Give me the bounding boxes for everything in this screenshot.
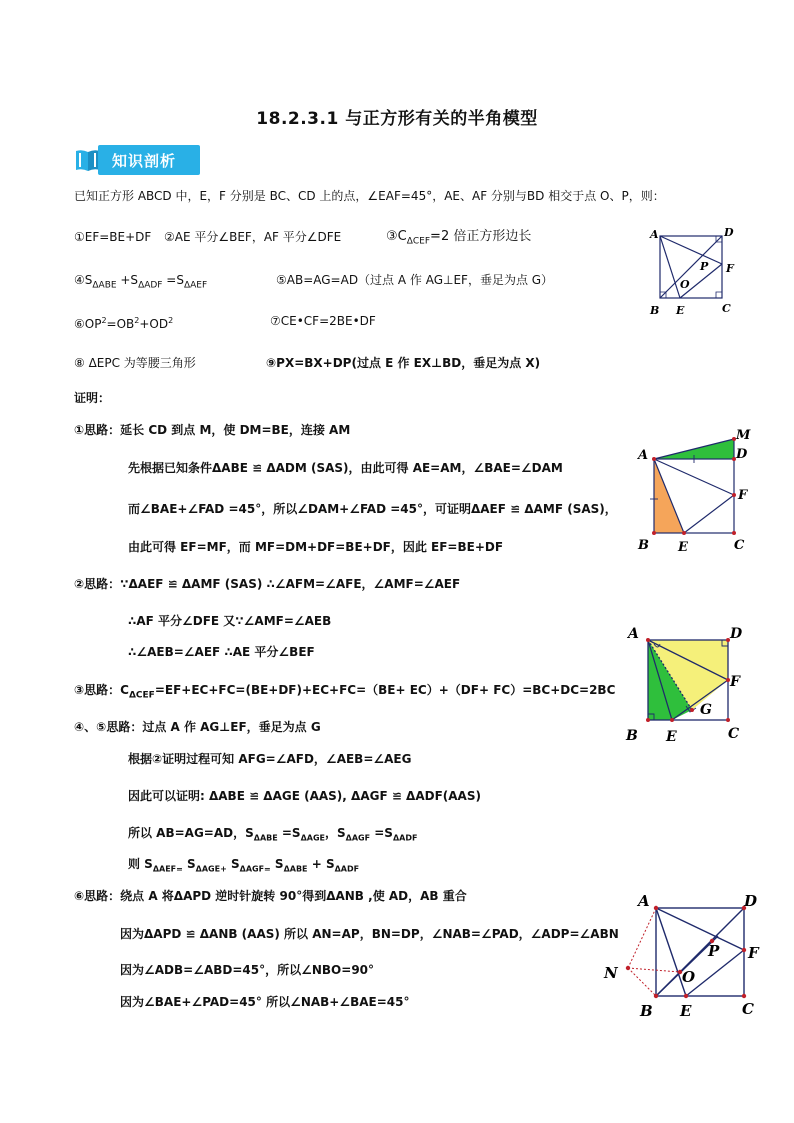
conclusion-7: ⑦CE•CF=2BE•DF (270, 314, 376, 328)
conclusion-4: $④S_{\Delta ABE} +S_{\Delta ADF} =S_{\Delta AEF}$ (74, 273, 208, 291)
fig3-label-F: F (730, 674, 740, 690)
fig4-label-N: N (604, 964, 618, 982)
fig4-label-O: O (682, 968, 696, 986)
section-banner (74, 145, 200, 175)
figure-3-perpendicular-diagram (620, 620, 760, 746)
proof-6-line-4: 因为∠BAE+∠PAD=45° 所以∠NAB+∠BAE=45° (120, 995, 410, 1009)
fig1-label-E: E (676, 304, 685, 317)
fig4-label-A: A (638, 892, 650, 910)
proof-45-line-2: 根据②证明过程可知 AFG=∠AFD，∠AEB=∠AEG (128, 752, 412, 766)
fig1-label-P: P (700, 260, 709, 273)
intro-text: 已知正方形 ABCD 中，E，F 分别是 BC、CD 上的点，∠EAF=45°，AE、AF 分别与BD 相交于点 O、P，则： (74, 189, 665, 203)
conclusion-8: ⑧ ΔEPC 为等腰三角形 (74, 356, 196, 370)
proof-45-line-3: 因此可以证明: ΔABE ≌ ΔAGE (AAS), ΔAGF ≌ ΔADF(AAS) (128, 789, 481, 803)
fig3-label-A: A (628, 626, 639, 642)
figure-2-extended-square (630, 425, 760, 557)
conclusion-3: $③C_{\Delta CEF}=2$ 倍正方形边长 (386, 229, 532, 247)
fig2-label-C: C (734, 538, 745, 553)
fig4-label-C: C (742, 1000, 754, 1018)
proof-2-line-3: ∴∠AEB=∠AEF ∴AE 平分∠BEF (128, 645, 315, 659)
fig3-label-B: B (626, 728, 638, 744)
proof-1-line-2: 先根据已知条件ΔABE ≌ ΔADM (SAS)，由此可得 AE=AM，∠BAE=∠DAM (128, 461, 563, 475)
figure-4-rotation-diagram (600, 888, 765, 1023)
fig4-label-B: B (640, 1002, 653, 1020)
proof-1-line-4: 由此可得 EF=MF，而 MF=DM+DF=BE+DF，因此 EF=BE+DF (128, 540, 504, 554)
proof-2-line-1: ②思路：∵ΔAEF ≌ ΔAMF (SAS) ∴∠AFM=∠AFE，∠AMF=∠AEF (74, 577, 461, 591)
proof-45-line-4: 所以 AB=AG=AD，$S_{\Delta ABE} =S_{\Delta AGE}$，$S_{\Delta AGF} =S_{\Delta ADF}$ (128, 826, 418, 843)
fig4-label-P: P (708, 942, 720, 960)
fig4-label-F: F (748, 944, 759, 962)
fig2-label-M: M (736, 428, 751, 443)
fig1-label-B: B (650, 304, 660, 317)
fig1-label-O: O (680, 278, 690, 291)
proof-6-line-2: 因为ΔAPD ≌ ΔANB (AAS) 所以 AN=AP，BN=DP，∠NAB=∠PAD，∠ADP=∠ABN (120, 927, 619, 941)
proof-1-line-1: ①思路：延长 CD 到点 M，使 DM=BE，连接 AM (74, 423, 351, 437)
proof-2-line-2: ∴AF 平分∠DFE 又∵∠AMF=∠AEB (128, 614, 332, 628)
fig3-label-D: D (730, 626, 743, 642)
fig3-label-G: G (700, 702, 712, 718)
fig2-label-A: A (638, 448, 649, 463)
conclusion-2: ②AE 平分∠BEF，AF 平分∠DFE (164, 230, 342, 244)
fig1-label-A: A (650, 228, 659, 241)
proof-heading: 证明： (74, 391, 111, 405)
section-label: 知识剖析 (112, 152, 177, 170)
proof-6-line-3: 因为∠ADB=∠ABD=45°，所以∠NBO=90° (120, 963, 375, 977)
fig4-label-E: E (680, 1002, 692, 1020)
proof-1-line-3: 而∠BAE+∠FAD =45°，所以∠DAM+∠FAD =45°，可证明ΔAEF ≌ ΔAMF (SAS)， (128, 502, 617, 516)
proof-3: ③思路：$C_{\Delta CEF}=EF+EC+FC=(BE+DF)+EC+FC=(BE+ EC)+(DF+ FC)=BC+DC=2BC$ (74, 683, 616, 701)
fig1-label-C: C (722, 302, 731, 315)
fig2-label-E: E (678, 540, 688, 555)
fig2-label-F: F (738, 488, 748, 503)
fig1-label-F: F (726, 262, 734, 275)
conclusion-9: ⑨PX=BX+DP(过点 E 作 EX⊥BD，垂足为点 X) (266, 356, 541, 370)
conclusion-1: ①EF=BE+DF (74, 230, 152, 244)
proof-45-line-1: ④、⑤思路：过点 A 作 AG⊥EF，垂足为点 G (74, 720, 321, 734)
fig2-label-D: D (736, 447, 748, 462)
proof-6-line-1: ⑥思路：绕点 A 将ΔAPD 逆时针旋转 90°得到ΔANB ,使 AD，AB 重合 (74, 889, 467, 903)
fig1-label-D: D (724, 226, 734, 239)
figure-1-square-diagram (640, 222, 750, 322)
fig3-label-C: C (728, 726, 740, 742)
page-title: 18.2.3.1 与正方形有关的半角模型 (256, 109, 538, 129)
conclusion-6: $⑥OP^2=OB^2+OD^2$ (74, 316, 174, 331)
fig3-label-E: E (666, 729, 677, 745)
proof-45-line-5: 则 $S_{\Delta AEF=}$ $S_{\Delta AGE+}$ $S_{\Delta AGF=}$ $S_{\Delta ABE} + S_{\Delta ADF}$ (128, 857, 360, 874)
conclusion-5: ⑤AB=AG=AD（过点 A 作 AG⊥EF，垂足为点 G） (276, 273, 554, 287)
fig4-label-D: D (744, 892, 758, 910)
fig2-label-B: B (638, 538, 649, 553)
